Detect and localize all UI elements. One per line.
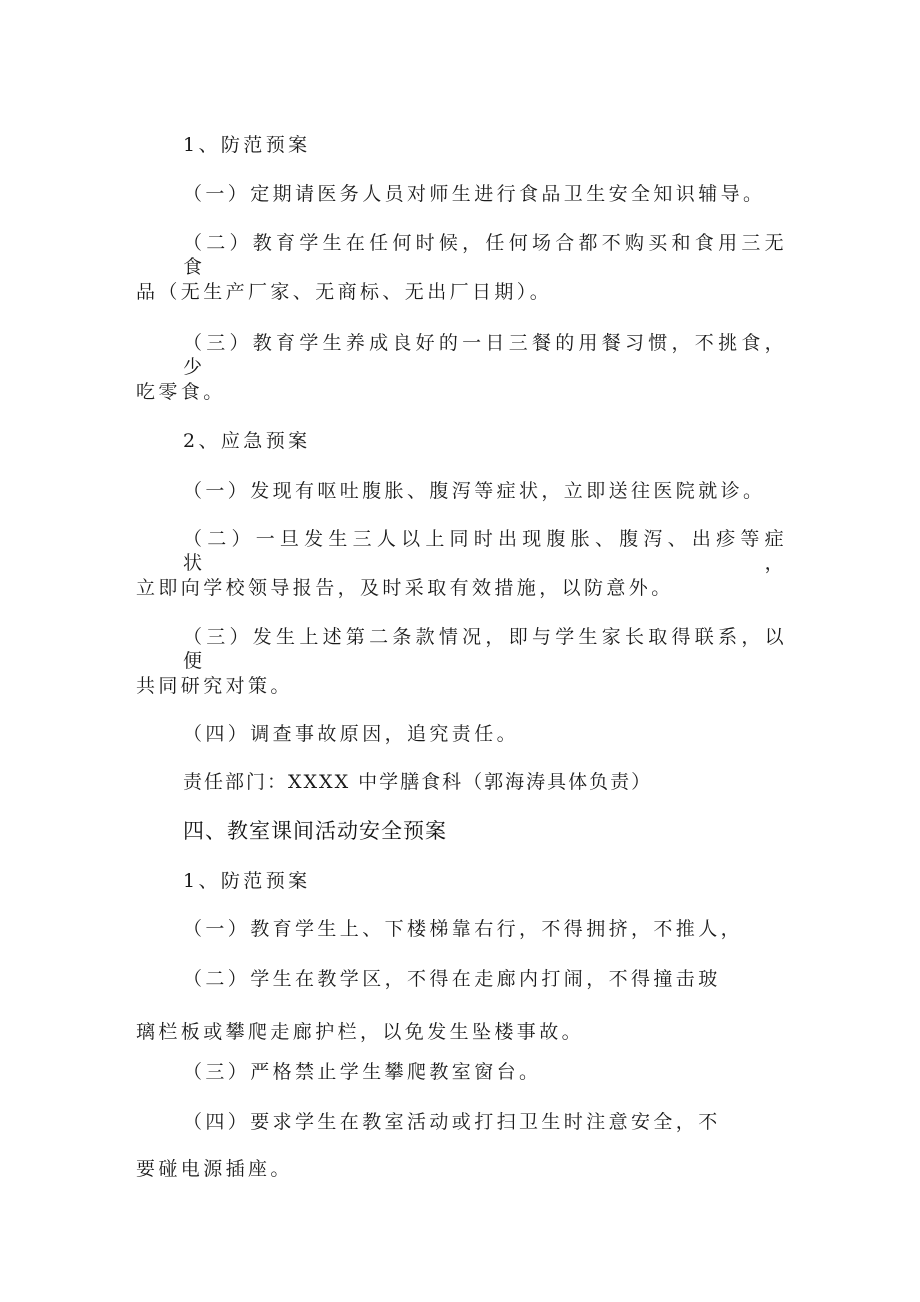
emergency-item-4: （四）调查事故原因，追究责任。 [183, 723, 520, 745]
section4-prevention-title: 1、防范预案 [183, 870, 311, 892]
prevention-plan-title: 1、防范预案 [183, 134, 311, 156]
emergency-plan-title: 2、应急预案 [183, 430, 311, 452]
prevention-item-1: （一）定期请医务人员对师生进行食品卫生安全知识辅导。 [183, 183, 766, 205]
section4-item-2-line-2: 璃栏板或攀爬走廊护栏，以免发生坠楼事故。 [136, 1021, 585, 1043]
section4-item-1: （一）教育学生上、下楼梯靠右行，不得拥挤，不推人， [183, 918, 744, 940]
prevention-item-3-line-1: （三）教育学生养成良好的一日三餐的用餐习惯，不挑食，少 [183, 332, 787, 378]
section4-item-4-line-1: （四）要求学生在教室活动或打扫卫生时注意安全，不 [183, 1111, 721, 1133]
emergency-item-3-line-2: 共同研究对策。 [136, 675, 293, 697]
section4-item-2-line-1: （二）学生在教学区，不得在走廊内打闹，不得撞击玻 [183, 968, 721, 990]
emergency-item-2-line-2: 立即向学校领导报告，及时采取有效措施，以防意外。 [136, 577, 674, 599]
emergency-item-1: （一）发现有呕吐腹胀、腹泻等症状，立即送往医院就诊。 [183, 480, 766, 502]
section4-item-4-line-2: 要碰电源插座。 [136, 1158, 293, 1180]
emergency-item-2-line-1: （二）一旦发生三人以上同时出现腹胀、腹泻、出疹等症状， [183, 528, 787, 574]
prevention-item-3-line-2: 吃零食。 [136, 381, 226, 403]
prevention-item-2-line-1: （二）教育学生在任何时候，任何场合都不购买和食用三无食 [183, 232, 787, 278]
prevention-item-2-line-2: 品（无生产厂家、无商标、无出厂日期）。 [136, 281, 553, 303]
responsible-department: 责任部门：XXXX 中学膳食科（郭海涛具体负责） [183, 771, 653, 793]
section4-item-3: （三）严格禁止学生攀爬教室窗台。 [183, 1061, 542, 1083]
emergency-item-3-line-1: （三）发生上述第二条款情况，即与学生家长取得联系，以便 [183, 626, 787, 672]
section-heading: 四、教室课间活动安全预案 [183, 819, 447, 843]
